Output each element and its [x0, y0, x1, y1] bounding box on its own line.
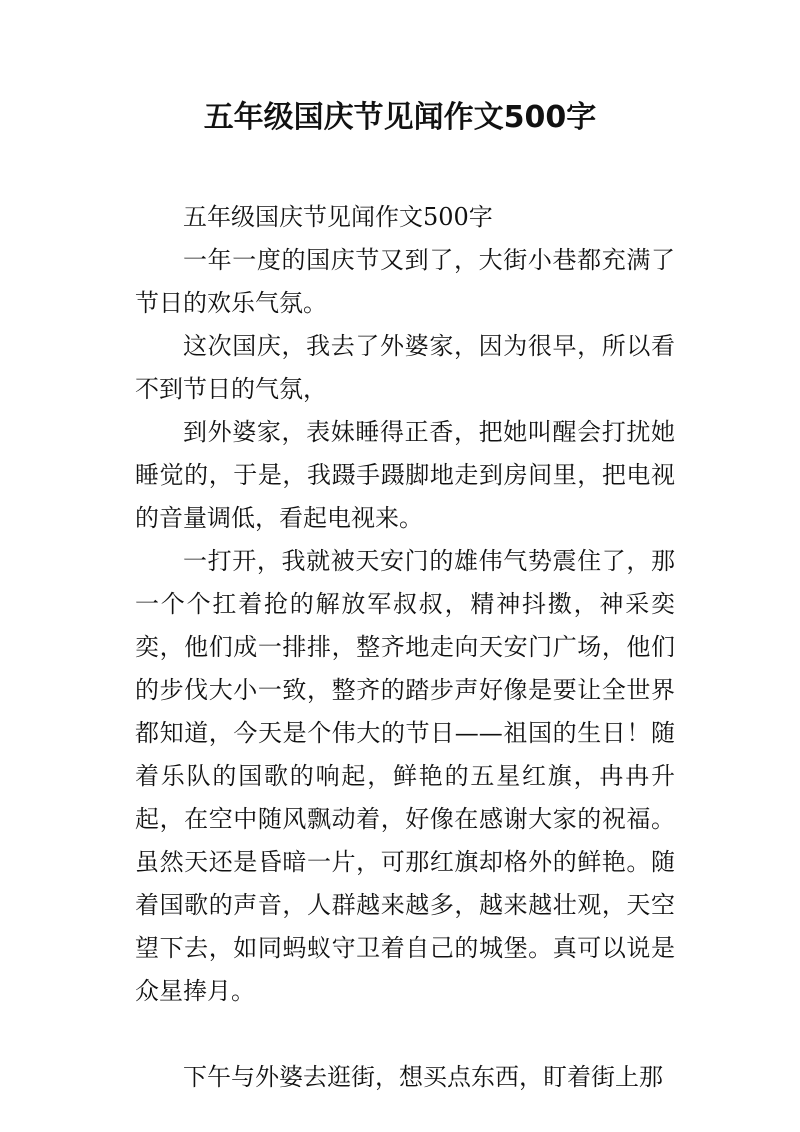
paragraph-5: 下午与外婆去逛街，想买点东西，盯着街上那	[183, 1063, 663, 1091]
document-body	[135, 196, 675, 1099]
paragraph-1: 一年一度的国庆节又到了，大街小巷都充满了节日的欢乐气氛。	[135, 246, 675, 317]
paragraph-3: 到外婆家，表妹睡得正香，把她叫醒会打扰她睡觉的，于是，我蹑手蹑脚地走到房间里，把电视的音量调低，看起电视来。	[135, 418, 675, 532]
paragraph-2: 这次国庆，我去了外婆家，因为很早，所以看不到节日的气氛，	[135, 332, 675, 403]
paragraph-subtitle: 五年级国庆节见闻作文500字	[183, 203, 493, 231]
paragraph-4: 一打开，我就被天安门的雄伟气势震住了，那一个个扛着抢的解放军叔叔，精神抖擞，神采奕奕，他们成一排排，整齐地走向天安门广场，他们的步伐大小一致，整齐的踏步声好像是要让全世界都知道，今天是个伟大的节日——祖国的生日！随着乐队的国歌的响起，鲜艳的五星红旗，冉冉升起，在空中随风飘动着，好像在感谢大家的祝福。虽然天还是昏暗一片，可那红旗却格外的鲜艳。随着国歌的声音，人群越来越多，越来越壮观，天空望下去，如同蚂蚁守卫着自己的城堡。真可以说是众星捧月。	[135, 547, 675, 1005]
document-title: 五年级国庆节见闻作文500字	[203, 100, 597, 135]
